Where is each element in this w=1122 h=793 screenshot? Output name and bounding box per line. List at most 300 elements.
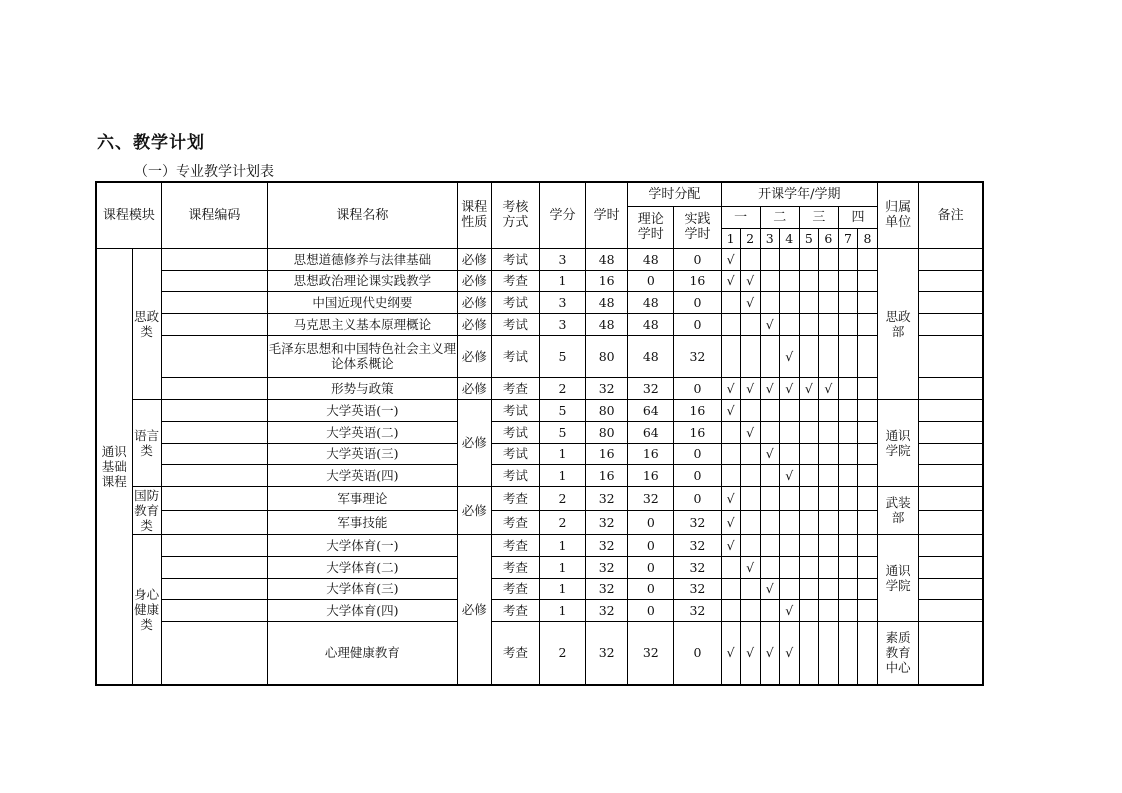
assess-method: 考试 bbox=[491, 443, 539, 464]
semester-cell-4 bbox=[779, 464, 799, 486]
practice-hours: 32 bbox=[674, 578, 721, 599]
semester-cell-1 bbox=[721, 399, 740, 421]
course-name: 大学英语(二) bbox=[268, 421, 458, 443]
semester-cell-3 bbox=[760, 248, 779, 270]
owner-sizheng-line2: 部 bbox=[891, 323, 905, 339]
theory-hours: 64 bbox=[628, 421, 674, 443]
semester-cell-8 bbox=[857, 510, 877, 534]
check-mark: √ bbox=[765, 581, 774, 596]
assess-method: 考查 bbox=[491, 556, 539, 578]
semester-cell-2 bbox=[740, 270, 760, 291]
semester-cell-4 bbox=[779, 534, 799, 556]
semester-cell-1 bbox=[721, 556, 740, 578]
course-code bbox=[161, 248, 267, 270]
semester-cell-2 bbox=[740, 291, 760, 313]
semester-cell-8 bbox=[857, 270, 877, 291]
practice-hours: 0 bbox=[674, 464, 721, 486]
hours: 16 bbox=[586, 464, 628, 486]
semester-cell-4 bbox=[779, 599, 799, 621]
course-name: 思想政治理论课实践教学 bbox=[268, 270, 458, 291]
semester-cell-4 bbox=[779, 443, 799, 464]
semester-cell-6 bbox=[818, 377, 838, 399]
check-mark: √ bbox=[765, 645, 774, 661]
theory-hours: 32 bbox=[628, 377, 674, 399]
theory-hours: 16 bbox=[628, 464, 674, 486]
table-row bbox=[96, 534, 983, 556]
semester-cell-2 bbox=[740, 377, 760, 399]
table-row bbox=[96, 248, 983, 270]
credit: 1 bbox=[539, 599, 585, 621]
owner-tongshi-2 bbox=[878, 534, 919, 621]
credit: 5 bbox=[539, 335, 585, 377]
semester-cell-2 bbox=[740, 335, 760, 377]
hours: 48 bbox=[586, 313, 628, 335]
owner-tongshi bbox=[878, 399, 919, 486]
course-nature: 必修 bbox=[457, 335, 491, 377]
semester-cell-8 bbox=[857, 313, 877, 335]
course-code bbox=[161, 377, 267, 399]
assess-method: 考查 bbox=[491, 534, 539, 556]
semester-cell-6 bbox=[818, 313, 838, 335]
assess-method: 考查 bbox=[491, 270, 539, 291]
assess-method: 考试 bbox=[491, 464, 539, 486]
header-semester-3: 3 bbox=[760, 228, 779, 248]
check-mark: √ bbox=[746, 559, 755, 575]
header-semester-1: 1 bbox=[721, 228, 740, 248]
hours: 32 bbox=[586, 621, 628, 685]
course-nature: 必修 bbox=[457, 270, 491, 291]
course-name: 中国近现代史纲要 bbox=[268, 291, 458, 313]
check-mark: √ bbox=[726, 514, 735, 530]
check-mark: √ bbox=[785, 602, 794, 618]
semester-cell-5 bbox=[799, 486, 818, 510]
header-practice-line2: 学时 bbox=[684, 227, 711, 242]
remark-cell bbox=[919, 599, 983, 621]
semester-cell-7 bbox=[838, 377, 857, 399]
subcategory-health-line2: 健康 bbox=[134, 601, 160, 617]
hours: 16 bbox=[586, 270, 628, 291]
theory-hours: 0 bbox=[628, 556, 674, 578]
remark-cell bbox=[919, 248, 983, 270]
semester-cell-6 bbox=[818, 248, 838, 270]
credit: 1 bbox=[539, 464, 585, 486]
owner-wuzhuang-line2: 部 bbox=[891, 510, 905, 525]
remark-cell bbox=[919, 270, 983, 291]
hours: 80 bbox=[586, 335, 628, 377]
header-year-1: 一 bbox=[721, 206, 760, 228]
semester-cell-4 bbox=[779, 486, 799, 510]
course-nature: 必修 bbox=[457, 313, 491, 335]
owner-tongshi-2-line1: 通识 bbox=[885, 562, 911, 578]
semester-cell-6 bbox=[818, 291, 838, 313]
remark-cell bbox=[919, 534, 983, 556]
remark-cell bbox=[919, 421, 983, 443]
semester-cell-8 bbox=[857, 578, 877, 599]
practice-hours: 0 bbox=[674, 621, 721, 685]
remark-cell bbox=[919, 443, 983, 464]
practice-hours: 0 bbox=[674, 377, 721, 399]
course-nature: 必修 bbox=[457, 399, 491, 486]
practice-hours: 0 bbox=[674, 313, 721, 335]
course-name: 大学英语(一) bbox=[268, 399, 458, 421]
semester-cell-7 bbox=[838, 313, 857, 335]
table-row bbox=[96, 486, 983, 510]
semester-cell-1 bbox=[721, 464, 740, 486]
semester-cell-1 bbox=[721, 578, 740, 599]
semester-cell-4 bbox=[779, 421, 799, 443]
category-general-basic-line1: 通识 bbox=[101, 443, 127, 459]
header-year-2: 二 bbox=[760, 206, 799, 228]
hours: 32 bbox=[586, 377, 628, 399]
assess-method: 考试 bbox=[491, 248, 539, 270]
header-term: 开课学年/学期 bbox=[721, 182, 878, 206]
semester-cell-3 bbox=[760, 377, 779, 399]
assess-method: 考试 bbox=[491, 313, 539, 335]
course-name: 大学体育(一) bbox=[268, 534, 458, 556]
theory-hours: 64 bbox=[628, 399, 674, 421]
semester-cell-2 bbox=[740, 399, 760, 421]
semester-cell-5 bbox=[799, 599, 818, 621]
header-semester-2: 2 bbox=[740, 228, 760, 248]
credit: 3 bbox=[539, 291, 585, 313]
semester-cell-8 bbox=[857, 291, 877, 313]
semester-cell-2 bbox=[740, 486, 760, 510]
semester-cell-5 bbox=[799, 443, 818, 464]
owner-wuzhuang-line1: 武装 bbox=[885, 495, 911, 510]
course-nature: 必修 bbox=[457, 291, 491, 313]
header-semester-6: 6 bbox=[818, 228, 838, 248]
owner-sizheng bbox=[878, 248, 919, 399]
remark-cell bbox=[919, 377, 983, 399]
theory-hours: 48 bbox=[628, 335, 674, 377]
semester-cell-3 bbox=[760, 313, 779, 335]
semester-cell-8 bbox=[857, 464, 877, 486]
semester-cell-3 bbox=[760, 534, 779, 556]
assess-method: 考试 bbox=[491, 335, 539, 377]
assess-method: 考查 bbox=[491, 486, 539, 510]
course-name: 心理健康教育 bbox=[268, 621, 458, 685]
semester-cell-4 bbox=[779, 335, 799, 377]
semester-cell-6 bbox=[818, 399, 838, 421]
semester-cell-2 bbox=[740, 534, 760, 556]
theory-hours: 0 bbox=[628, 599, 674, 621]
semester-cell-5 bbox=[799, 534, 818, 556]
hours: 32 bbox=[586, 534, 628, 556]
semester-cell-5 bbox=[799, 335, 818, 377]
theory-hours: 0 bbox=[628, 510, 674, 534]
semester-cell-7 bbox=[838, 621, 857, 685]
remark-cell bbox=[919, 464, 983, 486]
semester-cell-4 bbox=[779, 291, 799, 313]
semester-cell-3 bbox=[760, 421, 779, 443]
semester-cell-5 bbox=[799, 556, 818, 578]
credit: 3 bbox=[539, 248, 585, 270]
check-mark: √ bbox=[746, 294, 755, 310]
theory-hours: 16 bbox=[628, 443, 674, 464]
check-mark: √ bbox=[726, 273, 735, 288]
header-assess-line2: 方式 bbox=[502, 215, 529, 231]
semester-cell-7 bbox=[838, 599, 857, 621]
theory-hours: 48 bbox=[628, 248, 674, 270]
course-code bbox=[161, 443, 267, 464]
table-caption: （一）专业教学计划表 bbox=[134, 164, 274, 180]
semester-cell-8 bbox=[857, 443, 877, 464]
semester-cell-5 bbox=[799, 291, 818, 313]
hours: 80 bbox=[586, 421, 628, 443]
hours: 80 bbox=[586, 399, 628, 421]
course-nature: 必修 bbox=[457, 486, 491, 534]
assess-method: 考查 bbox=[491, 621, 539, 685]
semester-cell-7 bbox=[838, 399, 857, 421]
header-credit: 学分 bbox=[539, 182, 585, 248]
semester-cell-5 bbox=[799, 399, 818, 421]
subcategory-sizheng-line2: 类 bbox=[140, 323, 153, 339]
subcategory-sizheng-line1: 思政 bbox=[134, 308, 160, 324]
header-owner bbox=[878, 182, 919, 248]
hours: 32 bbox=[586, 556, 628, 578]
semester-cell-1 bbox=[721, 510, 740, 534]
subcategory-language bbox=[132, 399, 161, 486]
course-name: 大学体育(二) bbox=[268, 556, 458, 578]
hours: 32 bbox=[586, 510, 628, 534]
header-hours: 学时 bbox=[586, 182, 628, 248]
semester-cell-8 bbox=[857, 486, 877, 510]
semester-cell-6 bbox=[818, 464, 838, 486]
semester-cell-7 bbox=[838, 510, 857, 534]
semester-cell-7 bbox=[838, 335, 857, 377]
semester-cell-3 bbox=[760, 486, 779, 510]
subcategory-health bbox=[132, 534, 161, 685]
header-practice bbox=[674, 206, 721, 248]
semester-cell-8 bbox=[857, 599, 877, 621]
header-owner-line1: 归属 bbox=[885, 200, 912, 216]
semester-cell-2 bbox=[740, 464, 760, 486]
semester-cell-1 bbox=[721, 621, 740, 685]
practice-hours: 32 bbox=[674, 335, 721, 377]
assess-method: 考查 bbox=[491, 377, 539, 399]
owner-sizheng-line1: 思政 bbox=[885, 308, 911, 324]
subcategory-defense-line3: 类 bbox=[140, 517, 153, 533]
owner-suzhi bbox=[878, 621, 919, 685]
semester-cell-6 bbox=[818, 421, 838, 443]
category-general-basic-line2: 基础 bbox=[101, 458, 127, 474]
header-name: 课程名称 bbox=[268, 182, 458, 248]
semester-cell-7 bbox=[838, 421, 857, 443]
course-name: 大学英语(四) bbox=[268, 464, 458, 486]
owner-suzhi-line2: 教育 bbox=[885, 645, 911, 661]
semester-cell-1 bbox=[721, 248, 740, 270]
semester-cell-7 bbox=[838, 464, 857, 486]
table-row bbox=[96, 291, 983, 313]
semester-cell-7 bbox=[838, 486, 857, 510]
semester-cell-3 bbox=[760, 621, 779, 685]
semester-cell-6 bbox=[818, 599, 838, 621]
semester-cell-3 bbox=[760, 443, 779, 464]
header-theory-line2: 学时 bbox=[637, 227, 664, 242]
semester-cell-1 bbox=[721, 599, 740, 621]
theory-hours: 48 bbox=[628, 313, 674, 335]
header-semester-4: 4 bbox=[779, 228, 799, 248]
semester-cell-6 bbox=[818, 335, 838, 377]
course-code bbox=[161, 578, 267, 599]
semester-cell-5 bbox=[799, 248, 818, 270]
semester-cell-4 bbox=[779, 621, 799, 685]
semester-cell-5 bbox=[799, 621, 818, 685]
semester-cell-3 bbox=[760, 556, 779, 578]
check-mark: √ bbox=[746, 380, 755, 396]
semester-cell-8 bbox=[857, 421, 877, 443]
header-nature-line1: 课程 bbox=[461, 200, 488, 216]
subcategory-language-line1: 语言 bbox=[134, 427, 160, 443]
remark-cell bbox=[919, 486, 983, 510]
table-row bbox=[96, 599, 983, 621]
course-name: 思想道德修养与法律基础 bbox=[268, 248, 458, 270]
semester-cell-4 bbox=[779, 578, 799, 599]
semester-cell-3 bbox=[760, 291, 779, 313]
semester-cell-2 bbox=[740, 421, 760, 443]
check-mark: √ bbox=[746, 424, 755, 440]
hours: 32 bbox=[586, 578, 628, 599]
header-assess-line1: 考核 bbox=[502, 200, 529, 216]
semester-cell-3 bbox=[760, 270, 779, 291]
table-row bbox=[96, 556, 983, 578]
semester-cell-3 bbox=[760, 335, 779, 377]
semester-cell-1 bbox=[721, 377, 740, 399]
semester-cell-8 bbox=[857, 399, 877, 421]
theory-hours: 0 bbox=[628, 534, 674, 556]
semester-cell-7 bbox=[838, 534, 857, 556]
credit: 1 bbox=[539, 443, 585, 464]
semester-cell-8 bbox=[857, 335, 877, 377]
credit: 1 bbox=[539, 578, 585, 599]
semester-cell-5 bbox=[799, 510, 818, 534]
course-code bbox=[161, 486, 267, 510]
practice-hours: 32 bbox=[674, 556, 721, 578]
header-semester-8: 8 bbox=[857, 228, 877, 248]
course-code bbox=[161, 270, 267, 291]
hours: 32 bbox=[586, 599, 628, 621]
semester-cell-4 bbox=[779, 510, 799, 534]
semester-cell-5 bbox=[799, 578, 818, 599]
remark-cell bbox=[919, 399, 983, 421]
assess-method: 考试 bbox=[491, 421, 539, 443]
table-row bbox=[96, 621, 983, 685]
header-module: 课程模块 bbox=[96, 182, 161, 248]
course-code bbox=[161, 510, 267, 534]
practice-hours: 0 bbox=[674, 291, 721, 313]
subcategory-health-line3: 类 bbox=[140, 616, 153, 632]
category-general-basic-line3: 课程 bbox=[101, 473, 127, 489]
remark-cell bbox=[919, 510, 983, 534]
course-code bbox=[161, 399, 267, 421]
remark-cell bbox=[919, 335, 983, 377]
semester-cell-2 bbox=[740, 578, 760, 599]
check-mark: √ bbox=[765, 380, 774, 396]
check-mark: √ bbox=[746, 273, 755, 288]
course-code bbox=[161, 621, 267, 685]
semester-cell-8 bbox=[857, 377, 877, 399]
owner-tongshi-line1: 通识 bbox=[885, 427, 911, 443]
owner-wuzhuang bbox=[878, 486, 919, 534]
semester-cell-3 bbox=[760, 510, 779, 534]
credit: 1 bbox=[539, 270, 585, 291]
semester-cell-5 bbox=[799, 464, 818, 486]
semester-cell-7 bbox=[838, 248, 857, 270]
semester-cell-1 bbox=[721, 534, 740, 556]
course-name: 形势与政策 bbox=[268, 377, 458, 399]
credit: 1 bbox=[539, 556, 585, 578]
practice-hours: 32 bbox=[674, 599, 721, 621]
semester-cell-1 bbox=[721, 486, 740, 510]
semester-cell-1 bbox=[721, 421, 740, 443]
check-mark: √ bbox=[765, 446, 774, 461]
remark-cell bbox=[919, 621, 983, 685]
theory-hours: 32 bbox=[628, 621, 674, 685]
semester-cell-3 bbox=[760, 578, 779, 599]
semester-cell-5 bbox=[799, 313, 818, 335]
check-mark: √ bbox=[804, 380, 813, 396]
semester-cell-1 bbox=[721, 270, 740, 291]
semester-cell-3 bbox=[760, 399, 779, 421]
table-row bbox=[96, 464, 983, 486]
semester-cell-1 bbox=[721, 313, 740, 335]
course-code bbox=[161, 599, 267, 621]
header-year-3: 三 bbox=[799, 206, 838, 228]
semester-cell-6 bbox=[818, 534, 838, 556]
table-row bbox=[96, 443, 983, 464]
semester-cell-8 bbox=[857, 556, 877, 578]
semester-cell-5 bbox=[799, 377, 818, 399]
subcategory-defense-line2: 教育 bbox=[134, 502, 160, 518]
subcategory-defense-line1: 国防 bbox=[134, 487, 160, 503]
practice-hours: 16 bbox=[674, 421, 721, 443]
practice-hours: 32 bbox=[674, 534, 721, 556]
course-name: 军事理论 bbox=[268, 486, 458, 510]
hours: 32 bbox=[586, 486, 628, 510]
credit: 5 bbox=[539, 399, 585, 421]
practice-hours: 16 bbox=[674, 399, 721, 421]
semester-cell-1 bbox=[721, 291, 740, 313]
semester-cell-8 bbox=[857, 534, 877, 556]
course-nature: 必修 bbox=[457, 534, 491, 685]
header-semester-5: 5 bbox=[799, 228, 818, 248]
assess-method: 考试 bbox=[491, 399, 539, 421]
semester-cell-6 bbox=[818, 270, 838, 291]
subcategory-language-line2: 类 bbox=[140, 442, 153, 458]
header-nature bbox=[457, 182, 491, 248]
semester-cell-1 bbox=[721, 335, 740, 377]
owner-tongshi-line2: 学院 bbox=[885, 442, 911, 458]
semester-cell-4 bbox=[779, 377, 799, 399]
theory-hours: 48 bbox=[628, 291, 674, 313]
semester-cell-7 bbox=[838, 270, 857, 291]
course-nature: 必修 bbox=[457, 377, 491, 399]
semester-cell-3 bbox=[760, 464, 779, 486]
semester-cell-2 bbox=[740, 556, 760, 578]
assess-method: 考试 bbox=[491, 291, 539, 313]
semester-cell-4 bbox=[779, 270, 799, 291]
header-practice-line1: 实践 bbox=[684, 212, 711, 227]
semester-cell-3 bbox=[760, 599, 779, 621]
semester-cell-7 bbox=[838, 556, 857, 578]
semester-cell-7 bbox=[838, 578, 857, 599]
course-code bbox=[161, 534, 267, 556]
course-code bbox=[161, 291, 267, 313]
credit: 2 bbox=[539, 621, 585, 685]
check-mark: √ bbox=[785, 467, 794, 483]
remark-cell bbox=[919, 313, 983, 335]
header-year-4: 四 bbox=[838, 206, 877, 228]
